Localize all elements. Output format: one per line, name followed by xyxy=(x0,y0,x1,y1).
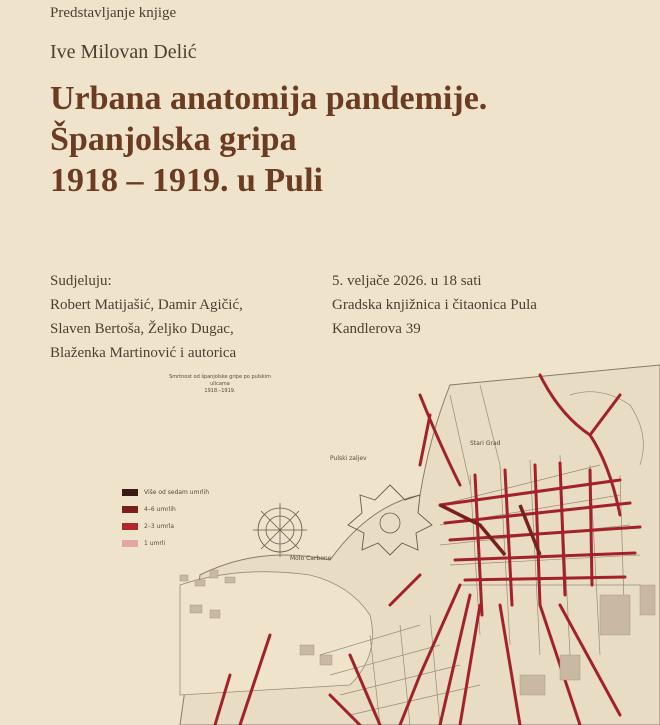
legend-item xyxy=(122,536,209,550)
map-caption-line-1: Smrtnost od španjolske gripe po pulskim ulicama xyxy=(169,374,271,387)
map-caption-line-2: 1918.–1919. xyxy=(204,388,236,394)
legend-item xyxy=(122,485,209,499)
legend-label: Više od sedam umrlih xyxy=(144,488,210,496)
map-legend xyxy=(122,485,209,553)
legend-swatch xyxy=(122,506,138,513)
title-line-2: Španjolska gripa xyxy=(50,120,297,158)
map-caption xyxy=(160,374,280,395)
legend-item xyxy=(122,519,209,533)
map-label-molo: Molo Carbone xyxy=(290,555,332,562)
legend-label: 2–3 umrla xyxy=(144,522,174,530)
participants-heading: Sudjeluju: xyxy=(50,273,112,289)
title-line-3: 1918 – 1919. u Puli xyxy=(50,161,323,199)
legend-item xyxy=(122,502,209,516)
event-venue: Gradska knjižnica i čitaonica Pula xyxy=(332,297,537,313)
participants-line-2: Slaven Bertoša, Željko Dugac, xyxy=(50,321,234,337)
legend-label: 1 umrli xyxy=(144,539,166,547)
map-label-old-town: Stari Grad xyxy=(470,440,501,447)
map-label-bay: Pulski zaljev xyxy=(330,455,367,462)
event-date: 5. veljače 2026. u 18 sati xyxy=(332,273,482,289)
participants-line-3: Blaženka Martinović i autorica xyxy=(50,345,237,361)
legend-swatch xyxy=(122,523,138,530)
compass-rose-icon xyxy=(253,503,307,557)
author-name: Ive Milovan Delić xyxy=(50,41,197,63)
event-address: Kandlerova 39 xyxy=(332,321,421,337)
legend-label: 4–6 umrlih xyxy=(144,505,176,513)
book-title xyxy=(50,79,640,201)
participants-block xyxy=(50,269,243,365)
series-label: Predstavljanje knjige xyxy=(50,5,177,21)
participants-line-1: Robert Matijašić, Damir Agičić, xyxy=(50,297,243,313)
legend-swatch xyxy=(122,540,138,547)
legend-swatch xyxy=(122,489,138,496)
event-details xyxy=(332,269,537,341)
title-line-1: Urbana anatomija pandemije. xyxy=(50,80,488,117)
